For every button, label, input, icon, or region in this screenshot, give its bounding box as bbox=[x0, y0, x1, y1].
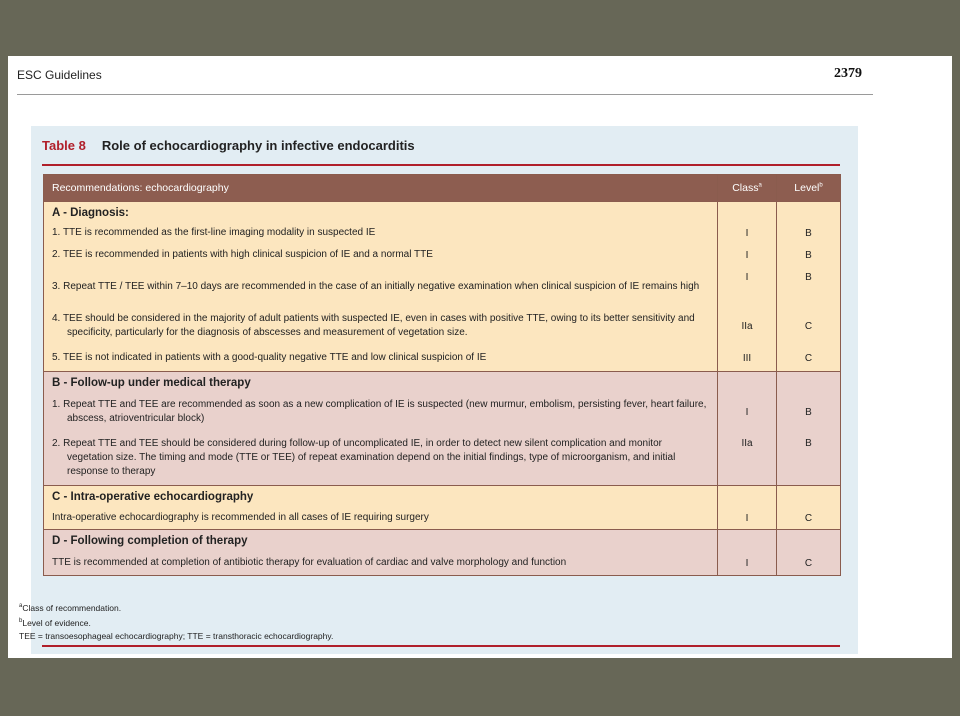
level-cell: B bbox=[777, 432, 841, 486]
class-cell: III bbox=[718, 346, 777, 372]
footnote-a: $^a$Class of recommendation. bbox=[19, 602, 122, 613]
recommendation-text: 2. Repeat TTE and TEE should be considered during follow-up of uncomplicated IE, in order to detect new silent complication and monitor vegetation size. The timing and mode (TTE or TEE) of repeat examination depend on the initial findings, type of microorganism, and initial response to therapy bbox=[44, 432, 718, 486]
class-cell: I bbox=[718, 223, 777, 243]
table-bottom-rule bbox=[42, 645, 840, 647]
footnote-b: $^b$Level of evidence. bbox=[19, 617, 91, 628]
table-row bbox=[44, 393, 841, 432]
recommendation-text: 2. TEE is recommended in patients with high clinical suspicion of IE and a normal TTE bbox=[44, 243, 718, 268]
level-cell: C bbox=[777, 551, 841, 576]
level-cell: B bbox=[777, 268, 841, 307]
table-row bbox=[44, 268, 841, 307]
recommendation-text: Intra-operative echocardiography is recommended in all cases of IE requiring surgery bbox=[44, 507, 718, 530]
recommendations-table bbox=[43, 174, 841, 576]
level-cell: C bbox=[777, 507, 841, 530]
class-cell: I bbox=[718, 551, 777, 576]
section-header-row bbox=[44, 486, 841, 508]
table-row bbox=[44, 551, 841, 576]
recommendation-text: 5. TEE is not indicated in patients with a good-quality negative TTE and low clinical suspicion of IE bbox=[44, 346, 718, 372]
section-label-c: C - Intra-operative echocardiography bbox=[44, 486, 718, 508]
recommendation-text: 3. Repeat TTE / TEE within 7–10 days are recommended in the case of an initially negative examination when clinical suspicion of IE remains high bbox=[44, 268, 718, 307]
col-header-level bbox=[777, 175, 841, 202]
page-number: 2379 bbox=[834, 66, 862, 81]
header-rule bbox=[17, 94, 873, 95]
table-number: Table 8 bbox=[42, 138, 86, 153]
level-cell: C bbox=[777, 346, 841, 372]
table-row bbox=[44, 432, 841, 486]
class-cell: I bbox=[718, 393, 777, 432]
class-header-label: Class bbox=[732, 182, 759, 194]
recommendation-text: TTE is recommended at completion of antibiotic therapy for evaluation of cardiac and valve morphology and function bbox=[44, 551, 718, 576]
table-row bbox=[44, 507, 841, 530]
table-panel bbox=[31, 126, 858, 654]
class-cell: IIa bbox=[718, 307, 777, 346]
table-row bbox=[44, 243, 841, 268]
section-header-row bbox=[44, 202, 841, 224]
section-label-b: B - Follow-up under medical therapy bbox=[44, 372, 718, 394]
section-label-d: D - Following completion of therapy bbox=[44, 530, 718, 552]
table-caption bbox=[42, 138, 415, 153]
table-row bbox=[44, 307, 841, 346]
table-row bbox=[44, 223, 841, 243]
recommendation-text: 1. Repeat TTE and TEE are recommended as soon as a new complication of IE is suspected (new murmur, embolism, persisting fever, heart failure, abscess, atrioventricular block) bbox=[44, 393, 718, 432]
table-header-row bbox=[44, 175, 841, 202]
journal-name: ESC Guidelines bbox=[17, 68, 102, 82]
level-cell: B bbox=[777, 243, 841, 268]
recommendation-text: 1. TTE is recommended as the first-line imaging modality in suspected IE bbox=[44, 223, 718, 243]
col-header-class bbox=[718, 175, 777, 202]
class-cell: I bbox=[718, 268, 777, 307]
col-header-recommendations: Recommendations: echocardiography bbox=[44, 175, 718, 202]
recommendation-text: 4. TEE should be considered in the majority of adult patients with suspected IE, even in cases with positive TTE, owing to its better sensitivity and specificity, particularly for the diagnosis of abscesses and measurement of vegetation size. bbox=[44, 307, 718, 346]
level-cell: C bbox=[777, 307, 841, 346]
table-row bbox=[44, 346, 841, 372]
class-header-sup: a bbox=[758, 182, 762, 189]
document-page bbox=[8, 56, 952, 658]
level-header-sup: b bbox=[819, 182, 823, 189]
level-header-label: Level bbox=[794, 182, 820, 194]
class-cell: IIa bbox=[718, 432, 777, 486]
level-cell: B bbox=[777, 223, 841, 243]
class-cell: I bbox=[718, 243, 777, 268]
caption-rule bbox=[42, 164, 840, 166]
class-cell: I bbox=[718, 507, 777, 530]
footnote-abbreviations: TEE = transoesophageal echocardiography; TTE = transthoracic echocardiography. bbox=[19, 631, 334, 641]
section-header-row bbox=[44, 530, 841, 552]
level-cell: B bbox=[777, 393, 841, 432]
table-title: Role of echocardiography in infective endocarditis bbox=[101, 138, 415, 153]
section-header-row bbox=[44, 372, 841, 394]
section-label-a: A - Diagnosis: bbox=[44, 202, 718, 224]
